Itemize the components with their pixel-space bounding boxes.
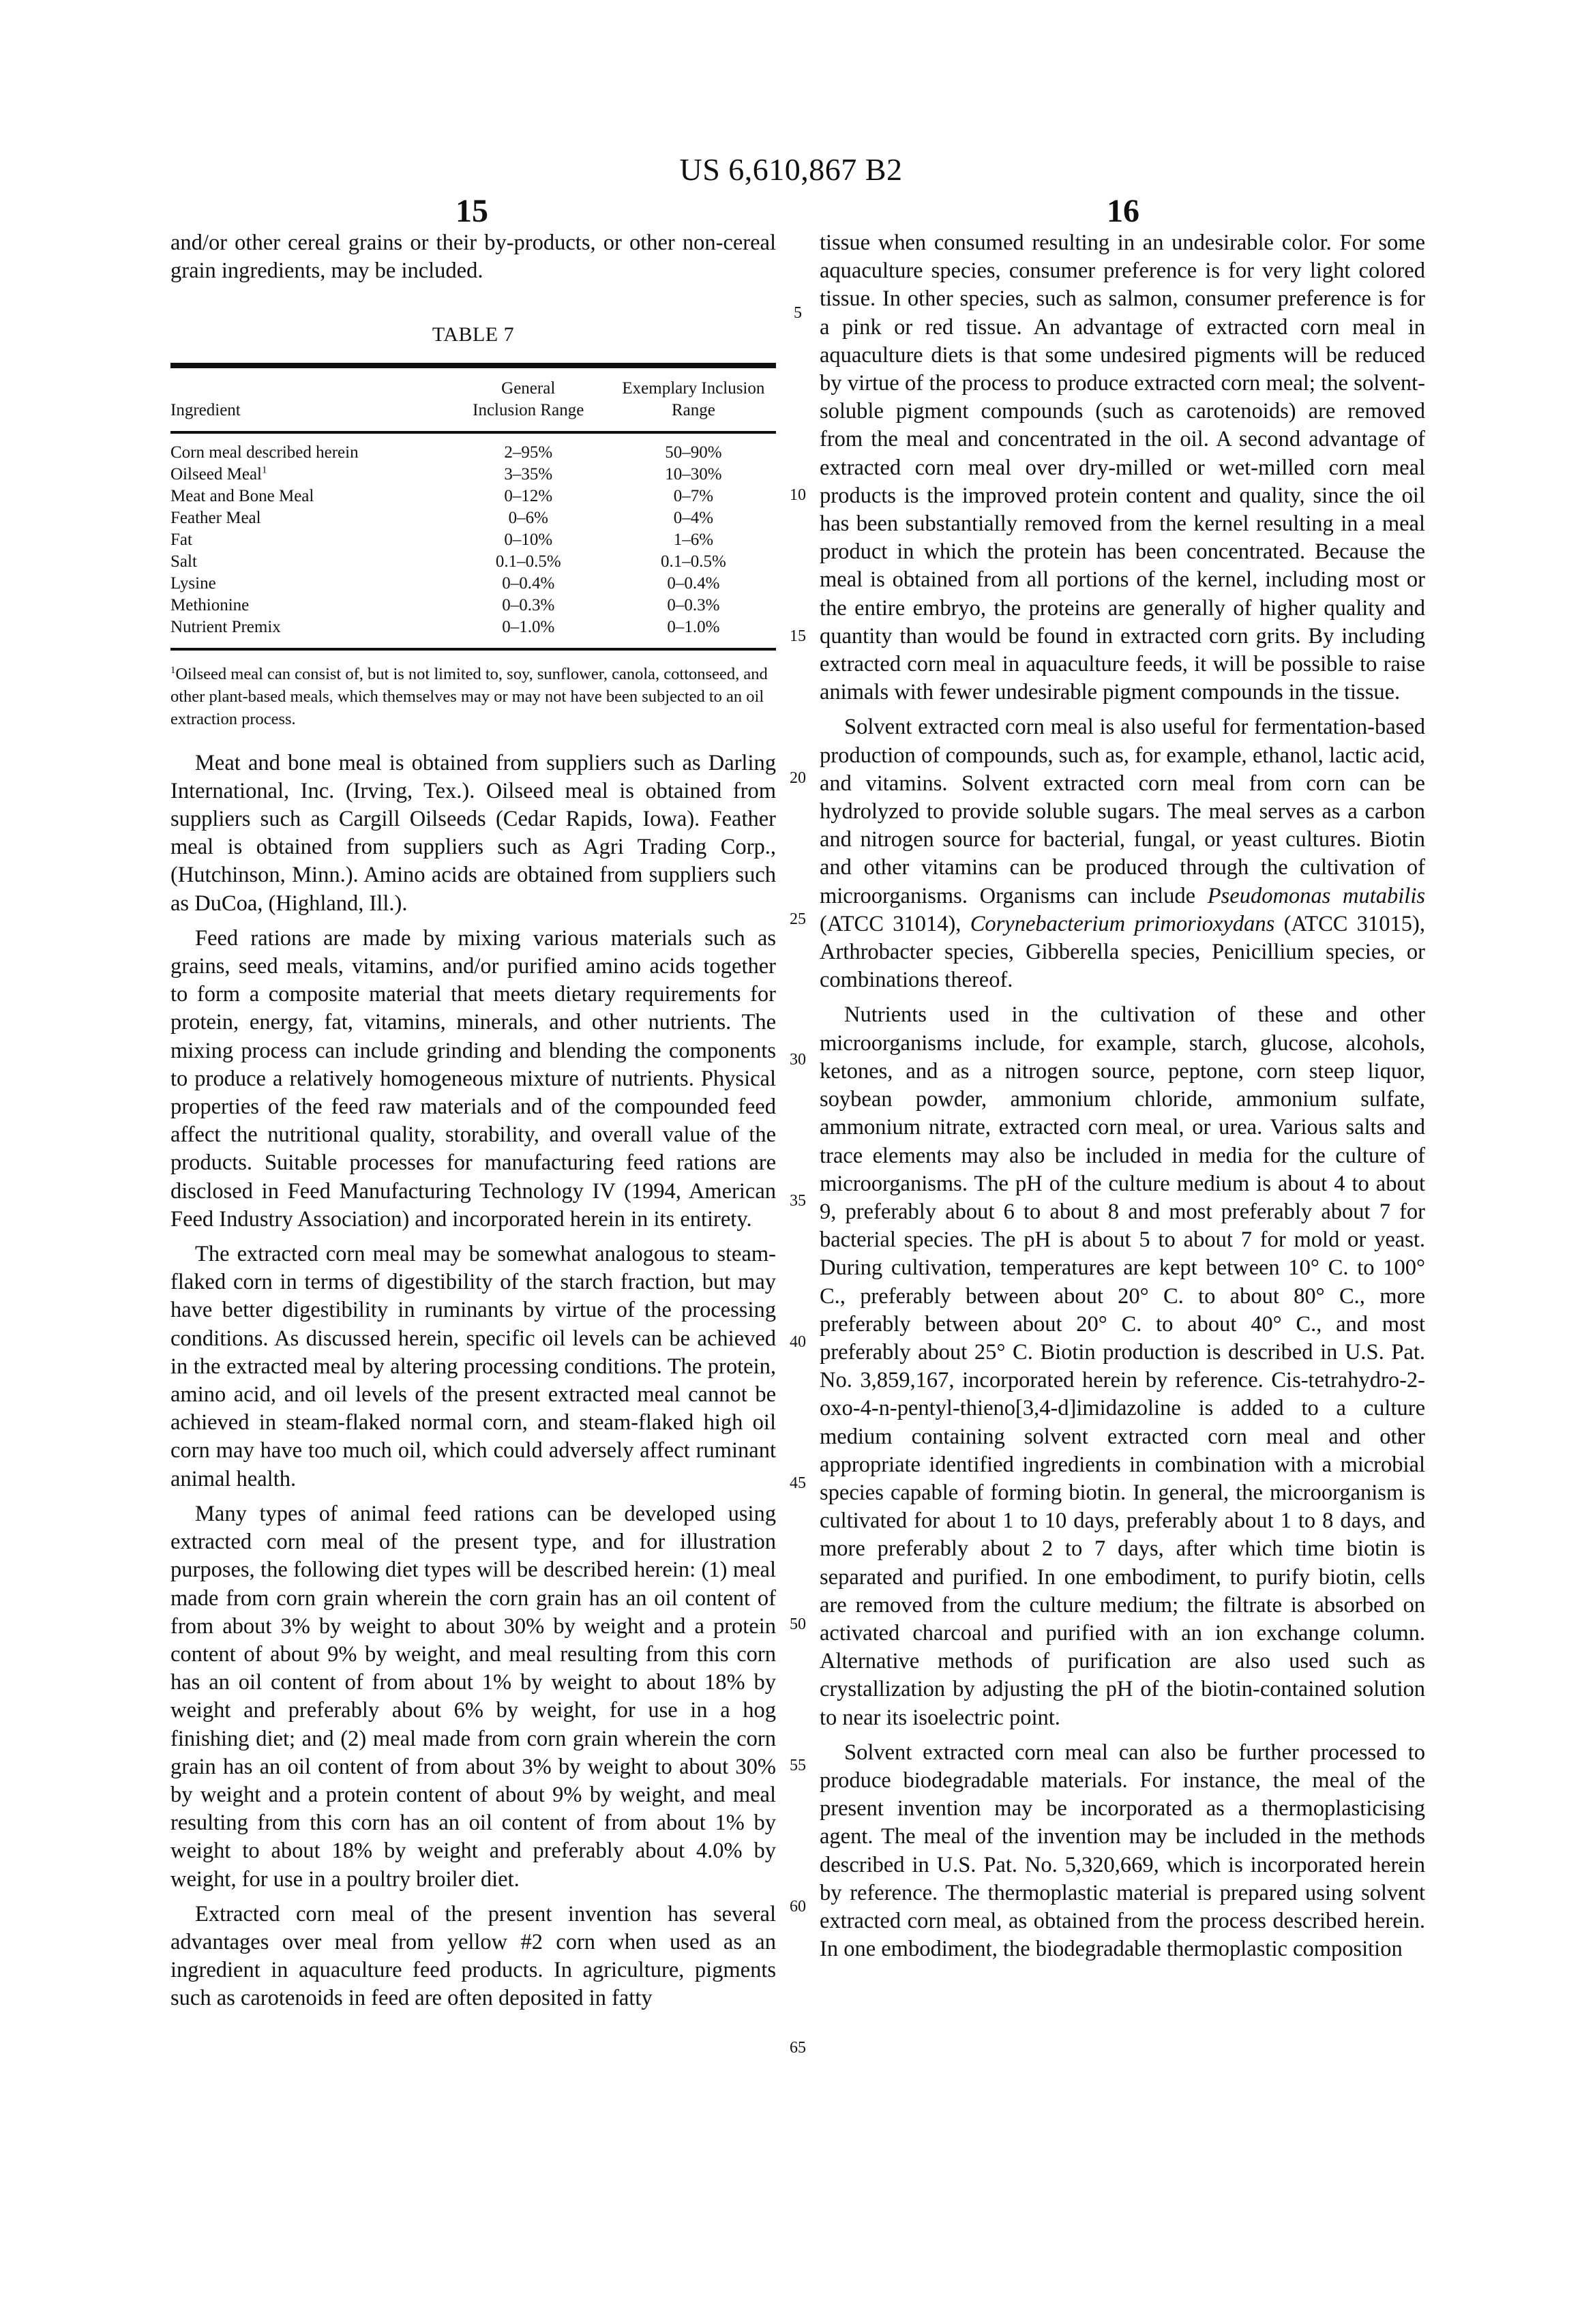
cell-exemplary: 50–90% xyxy=(665,443,722,462)
left-column xyxy=(170,229,776,2013)
cell-general: 0–0.4% xyxy=(502,573,555,593)
cell-general: 3–35% xyxy=(504,464,553,483)
header-exemplary-line-2: Range xyxy=(671,400,715,419)
line-number: 60 xyxy=(790,1898,806,1916)
paragraph xyxy=(820,713,1425,994)
cell-general: 0–6% xyxy=(508,508,548,527)
cell-exemplary: 0–0.4% xyxy=(667,573,720,593)
line-number: 5 xyxy=(794,304,802,322)
table-row xyxy=(170,464,776,486)
cell-ingredient: Feather Meal xyxy=(170,508,261,527)
paragraph-text: (ATCC 31015), Arthrobacter species, Gibberella species, Penicillium species, or combinations thereof. xyxy=(820,911,1425,993)
footnote-text: Oilseed meal can consist of, but is not limited to, soy, sunflower, canola, cottonseed, and other plant-based meals, which themselves may or may not have been subjected to an oil extraction process. xyxy=(170,664,768,728)
column-number-right: 16 xyxy=(1107,193,1139,229)
cell-general: 0–1.0% xyxy=(446,616,611,649)
cell-exemplary: 0–1.0% xyxy=(611,616,776,649)
cell-general: 0.1–0.5% xyxy=(495,552,561,571)
table-row xyxy=(170,551,776,573)
cell-exemplary: 0–0.3% xyxy=(667,595,720,614)
header-general-line-2: Inclusion Range xyxy=(473,400,584,419)
cell-ingredient: Corn meal described herein xyxy=(170,443,359,462)
cell-ingredient: Salt xyxy=(170,552,197,571)
paragraph: tissue when consumed resulting in an undesirable color. For some aquaculture species, consumer preference is for very light colored tissue. In other species, such as salmon, consumer preference is for a pink or red tissue. An advantage of extracted corn meal in aquaculture diets is that some undesired pigments will be reduced by virtue of the process to produce extracted corn meal; the solvent-soluble pigment compounds (such as carotenoids) are removed from the meal and concentrated in the oil. A second advantage of extracted corn meal over dry-milled or wet-milled corn meal products is the improved protein content and quality, since the oil has been substantially removed from the kernel resulting in a meal product in which the protein has been concentrated. Because the meal is obtained from all portions of the kernel, including most or the entire embryo, the proteins are generally of higher quality and quantity than would be found in extracted corn grits. By including extracted corn meal in aquaculture feeds, it will be possible to raise animals with fewer undesirable pigment compounds in the tissue. xyxy=(820,230,1425,705)
table-row xyxy=(170,486,776,507)
cell-general: 0–10% xyxy=(504,530,553,549)
right-column xyxy=(820,229,1425,1963)
cell-ingredient: Nutrient Premix xyxy=(170,616,446,649)
table-row xyxy=(170,573,776,595)
line-number: 40 xyxy=(790,1333,806,1351)
line-number: 25 xyxy=(790,910,806,928)
paragraph: Extracted corn meal of the present invention has several advantages over meal from yellow #2 corn when used as an ingredient in aquaculture feed products. In agriculture, pigments such as carotenoids in feed are often deposited in fatty xyxy=(170,1901,776,2011)
table-title: TABLE 7 xyxy=(432,323,515,346)
cell-exemplary: 1–6% xyxy=(673,530,714,549)
patent-number: US 6,610,867 B2 xyxy=(679,152,903,187)
cell-ingredient: Meat and Bone Meal xyxy=(170,486,314,505)
line-number: 65 xyxy=(790,2039,806,2057)
paragraph-text: (ATCC 31014), xyxy=(820,911,970,936)
cell-exemplary: 0.1–0.5% xyxy=(660,552,726,571)
header-ingredient: Ingredient xyxy=(170,367,446,432)
line-number: 50 xyxy=(790,1615,806,1633)
cell-ingredient: Fat xyxy=(170,530,192,549)
species-name: Corynebacterium primorioxydans xyxy=(970,911,1275,936)
ingredient-name: Oilseed Meal xyxy=(170,464,262,483)
line-number: 15 xyxy=(790,627,806,645)
line-number: 20 xyxy=(790,769,806,787)
column-number-left: 15 xyxy=(456,193,488,229)
table-footnote xyxy=(170,663,776,730)
table-row xyxy=(170,616,776,649)
paragraph: Nutrients used in the cultivation of these and other microorganisms include, for example, starch, glucose, alcohols, ketones, and as a nitrogen source, peptone, corn steep liquor, soybean powder, ammonium chloride, ammonium sulfate, ammonium nitrate, extracted corn meal, or urea. Various salts and trace elements may also be included in media for the culture of microorganisms. The pH of the culture medium is about 4 to about 9, preferably about 6 to about 8 and most preferably about 7 for bacterial species. The pH is about 5 to about 7 for mold or yeast. During cultivation, temperatures are kept between 10° C. to 100° C., preferably between about 20° C. to about 80° C., more preferably between about 20° C. to about 40° C., and most preferably about 25° C. Biotin production is described in U.S. Pat. No. 3,859,167, incorporated herein by reference. Cis-tetrahydro-2-oxo-4-n-pentyl-thieno[3,4-d]imidazoline is added to a culture medium containing solvent extracted corn meal and other appropriate identified ingredients in combination with a microbial species capable of forming biotin. In general, the microorganism is cultivated for about 1 to 10 days, preferably about 1 to 8 days, and more preferably about 2 to 7 days, after which time biotin is separated and purified. In one embodiment, to purify biotin, cells are removed from the culture medium; the filtrate is absorbed on activated charcoal and purified with an ion exchange column. Alternative methods of purification are also used such as crystallization by adjusting the pH of the biotin-contained solution to near its isoelectric point. xyxy=(820,1002,1425,1730)
cell-ingredient: Methionine xyxy=(170,595,250,614)
line-number: 55 xyxy=(790,1757,806,1774)
cell-ingredient xyxy=(170,464,446,486)
cell-exemplary: 10–30% xyxy=(665,464,722,483)
line-number: 10 xyxy=(790,486,806,504)
ingredient-table xyxy=(170,363,776,651)
table-7 xyxy=(170,321,776,730)
line-number: 35 xyxy=(790,1192,806,1210)
cell-general: 0–0.3% xyxy=(502,595,555,614)
footnote-mark: 1 xyxy=(170,664,176,676)
footnote-mark: 1 xyxy=(261,464,267,476)
table-row xyxy=(170,595,776,616)
header-exemplary-line-1: Exemplary Inclusion xyxy=(622,378,765,398)
cell-general: 2–95% xyxy=(504,443,553,462)
cell-exemplary: 0–4% xyxy=(673,508,714,527)
cell-ingredient: Lysine xyxy=(170,573,216,593)
paragraph: Solvent extracted corn meal can also be further processed to produce biodegradable materials. For instance, the meal of the present invention may be incorporated as a thermoplasticising agent. The meal of the invention may be included in the methods described in U.S. Pat. No. 5,320,669, which is incorporated herein by reference. The thermoplastic material is prepared using solvent extracted corn meal, as obtained from the process described herein. In one embodiment, the biodegradable thermoplastic composition xyxy=(820,1740,1425,1962)
table-row xyxy=(170,432,776,464)
header-general xyxy=(446,367,611,432)
intro-paragraph: and/or other cereal grains or their by-products, or other non-cereal grain ingredients, may be included. xyxy=(170,230,776,284)
table-row xyxy=(170,507,776,529)
line-number: 45 xyxy=(790,1474,806,1492)
cell-general: 0–12% xyxy=(504,486,553,505)
paragraph: Many types of animal feed rations can be developed using extracted corn meal of the present type, and for illustration purposes, the following diet types will be described herein: (1) meal made from corn grain wherein the corn grain has an oil content of from about 3% by weight to about 30% by weight and a protein content of about 9% by weight, and meal resulting from this corn has an oil content of from about 1% by weight to about 18% by weight and preferably about 6% by weight, for use in a hog finishing diet; and (2) meal made from corn grain wherein the corn grain has an oil content of from about 3% by weight to about 30% by weight and a protein content of about 9% by weight, and meal resulting from this corn has an oil content of from about 1% by weight to about 18% by weight and preferably about 4.0% by weight, for use in a poultry broiler diet. xyxy=(170,1501,776,1892)
paragraph-text: Solvent extracted corn meal is also useful for fermentation-based production of compounds, such as, for example, ethanol, lactic acid, and vitamins. Solvent extracted corn meal from corn can be hydrolyzed to provide soluble sugars. The meal serves as a carbon and nitrogen source for bacterial, fungal, or yeast cultures. Biotin and other vitamins can be produced through the cultivation of microorganisms. Organisms can include xyxy=(820,715,1425,908)
header-exemplary xyxy=(611,367,776,432)
header-general-line-1: General xyxy=(501,378,556,398)
species-name: Pseudomonas mutabilis xyxy=(1207,883,1425,908)
cell-exemplary: 0–7% xyxy=(673,486,714,505)
table-row xyxy=(170,529,776,551)
table-header-row xyxy=(170,367,776,432)
line-number: 30 xyxy=(790,1051,806,1069)
paragraph: Feed rations are made by mixing various materials such as grains, seed meals, vitamins, and/or purified amino acids together to form a composite material that meets dietary requirements for protein, energy, fat, vitamins, minerals, and other nutrients. The mixing process can include grinding and blending the components to produce a relatively homogeneous mixture of nutrients. Physical properties of the feed raw materials and of the compounded feed affect the nutritional quality, storability, and overall value of the products. Suitable processes for manufacturing feed rations are disclosed in Feed Manufacturing Technology IV (1994, American Feed Industry Association) and incorporated herein in its entirety. xyxy=(170,925,776,1232)
paragraph: Meat and bone meal is obtained from suppliers such as Darling International, Inc. (Irving, Tex.). Oilseed meal is obtained from suppliers such as Cargill Oilseeds (Cedar Rapids, Iowa). Feather meal is obtained from suppliers such as Agri Trading Corp., (Hutchinson, Minn.). Amino acids are obtained from suppliers such as DuCoa, (Highland, Ill.). xyxy=(170,750,776,916)
paragraph: The extracted corn meal may be somewhat analogous to steam-flaked corn in terms of digestibility of the starch fraction, but may have better digestibility in ruminants by virtue of the processing conditions. As discussed herein, specific oil levels can be achieved in the extracted meal by altering processing conditions. The protein, amino acid, and oil levels of the present extracted meal cannot be achieved in steam-flaked normal corn, and steam-flaked high oil corn may have too much oil, which could adversely affect ruminant animal health. xyxy=(170,1242,776,1491)
